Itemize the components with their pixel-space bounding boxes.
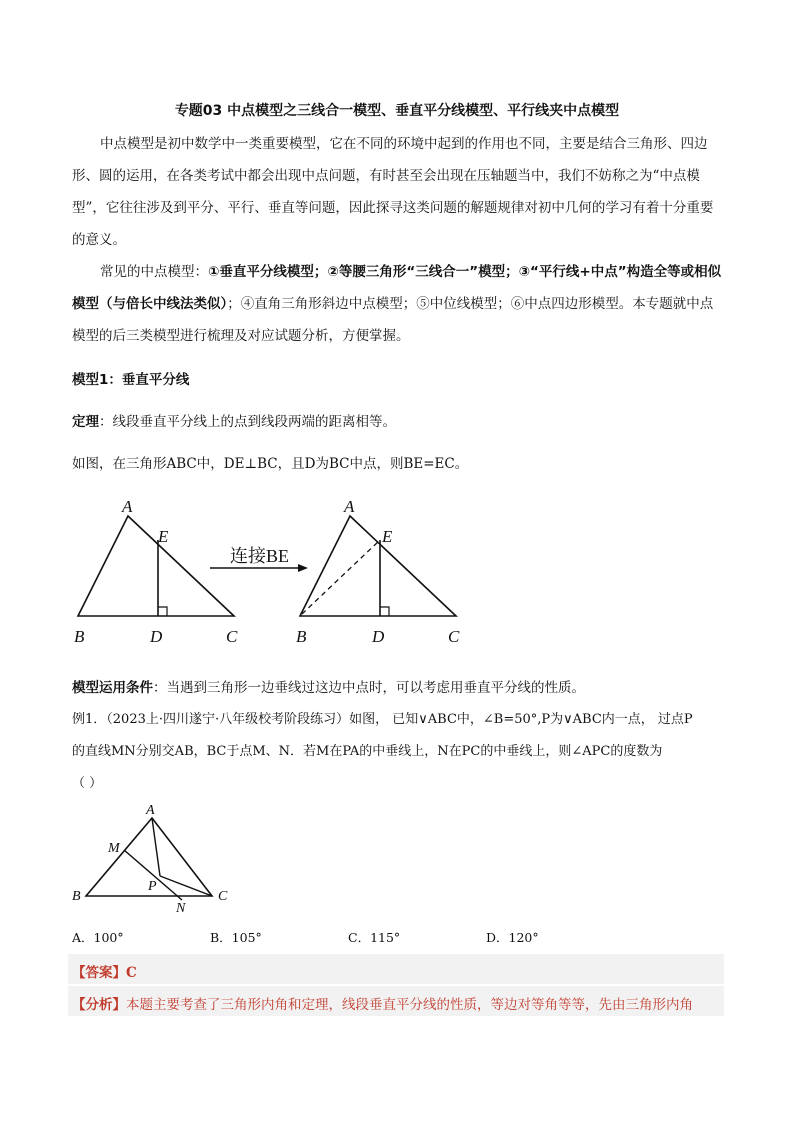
label-e-left: E: [158, 527, 169, 546]
label-a: A: [146, 803, 155, 818]
condition-line: [72, 676, 585, 696]
analysis-box: [68, 986, 724, 1016]
label-n: N: [176, 901, 186, 916]
answer-box: [68, 954, 724, 984]
condition-label: 模型运用条件: [72, 680, 153, 696]
model1-heading: 模型1：垂直平分线: [72, 372, 190, 388]
example1-line2: 的直线MN分别交AB，BC于点M、N．若M在PA的中垂线上，N在PC的中垂线上，则∠APC的度数为: [72, 744, 663, 759]
label-b-left: B: [74, 627, 85, 646]
intro-paragraph: 中点模型是初中数学中一类重要模型，它在不同的环境中起到的作用也不同，主要是结合三角形、四边形、圆的运用，在各类考试中都会出现中点问题，有时甚至会出现在压轴题当中，我们不妨称之为“中点模型”，它往往涉及到平分、平行、垂直等问题，因此探寻这类问题的解题规律对初中几何的学习有着十分重要的意义。: [72, 136, 714, 248]
example1-figure: [66, 798, 246, 918]
analysis-tag: 【分析】: [72, 997, 126, 1013]
condition-text: ：当遇到三角形一边垂线过这边中点时，可以考虑用垂直平分线的性质。: [153, 680, 585, 696]
option-c: C．115°: [348, 930, 401, 945]
analysis-line: [72, 993, 693, 1013]
dashed-be: [302, 540, 380, 614]
option-d: D．120°: [486, 930, 539, 945]
analysis-text: 本题主要考查了三角形内角和定理，线段垂直平分线的性质，等边对等角等等，先由三角形内角: [126, 997, 693, 1013]
page-title: 专题03 中点模型之三线合一模型、垂直平分线模型、平行线夹中点模型: [174, 103, 620, 119]
theorem-text: ：线段垂直平分线上的点到线段两端的距离相等。: [99, 414, 396, 430]
label-m: M: [108, 841, 120, 856]
label-a-right: A: [344, 497, 355, 516]
label-b: B: [72, 889, 81, 904]
right-triangle: [300, 516, 456, 616]
common-bold-part: ①垂直平分线模型；②等腰三角形“三线合一”模型；③“平行线+中点”构造全等或相似模型（与倍长中线法类似）: [72, 264, 722, 312]
arrow-label: 连接BE: [230, 546, 290, 566]
label-c-left: C: [226, 627, 238, 646]
example1-line3: （ ）: [72, 776, 103, 791]
common-rest: ；④直角三角形斜边中点模型；⑤中位线模型；⑥中点四边形模型。本专题就中点模型的后三类模型进行梳理及对应试题分析，方便掌握。: [72, 296, 714, 344]
answer-tag: 【答案】: [72, 965, 126, 981]
arrow-head-icon: [298, 564, 308, 572]
theorem-label: 定理: [72, 414, 99, 430]
answer-value: C: [126, 965, 137, 981]
label-b-right: B: [296, 627, 307, 646]
label-c: C: [218, 889, 228, 904]
figure-description: 如图，在三角形ABC中，DE⊥BC，且D为BC中点，则BE=EC。: [72, 456, 469, 472]
left-triangle: [78, 516, 234, 616]
perpendicular-bisector-figure: [70, 492, 470, 652]
option-a: A．100°: [72, 930, 124, 945]
label-d-right: D: [372, 627, 385, 646]
common-models-paragraph: [72, 256, 724, 352]
common-lead: 常见的中点模型：: [100, 264, 208, 280]
theorem-line: [72, 410, 396, 430]
option-b: B．105°: [210, 930, 262, 945]
label-c-right: C: [448, 627, 460, 646]
label-p: P: [148, 879, 157, 894]
answer-line: [72, 961, 137, 981]
label-e-right: E: [382, 527, 393, 546]
example1-line1: 例1．（2023上·四川遂宁·八年级校考阶段练习）如图， 已知∨ABC中，∠B=50°,P为∨ABC内一点， 过点P: [72, 712, 693, 727]
label-d-left: D: [150, 627, 163, 646]
right-right-angle-mark: [380, 607, 389, 616]
left-right-angle-mark: [158, 607, 167, 616]
label-a-left: A: [122, 497, 133, 516]
